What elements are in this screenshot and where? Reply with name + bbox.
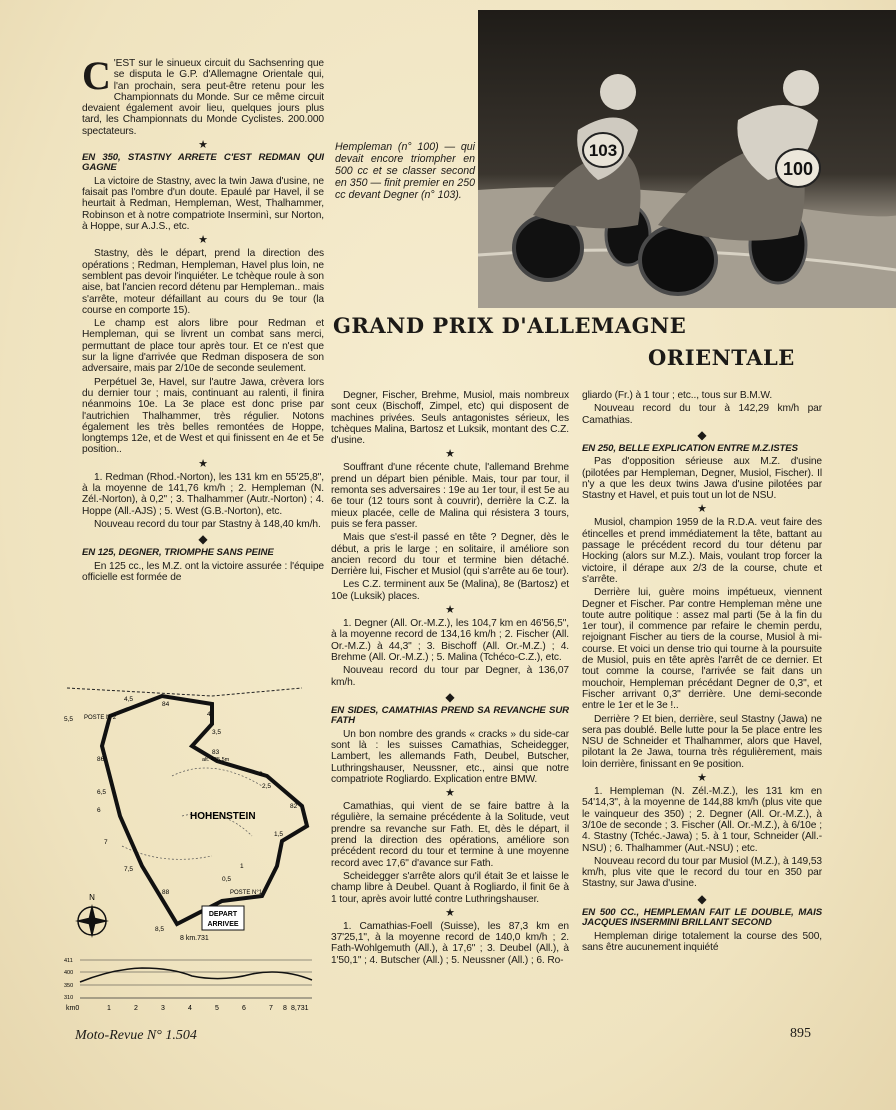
section-250-paragraph: Pas d'opposition sérieuse aux M.Z. d'usine (pilotées par Hempleman, Degner, Musiol, Fischer). Il n'y a que les deux twins Jawa d'usine pilotées par Stastny et Havel, et puis tout un lot de NSU. [582, 456, 822, 502]
km-mark: 5,5 [64, 716, 74, 723]
profile-x-tick: 6 [242, 1005, 246, 1012]
profile-x-tick: 8 [283, 1005, 287, 1012]
profile-x-tick: 4 [188, 1005, 192, 1012]
profile-x-tick: 7 [269, 1005, 273, 1012]
profile-y-tick: 310 [64, 995, 74, 1001]
km-mark: 6 [97, 807, 101, 814]
map-depart: DEPART [208, 911, 238, 918]
motorcycle-racers-image [478, 10, 896, 308]
section-125-title: EN 125, DEGNER, TRIOMPHE SANS PEINE [82, 547, 274, 559]
section-250-paragraph: Derrière ? Et bien, derrière, seul Stastny (Jawa) ne sera pas doublé. Belle lutte pour la 5e place entre les NSU de Schneider et Thalhammer, alors que Havel, pilotant la 2e Jawa, tourna très régulièrement, mais loin derrière, finissant en 9e position. [582, 713, 822, 770]
sides-paragraph: Camathias, qui vient de se faire battre à la régulière, la semaine précédente à la Solitude, veut prendre sa revanche sur Fath. Et, dès le départ, il prend la direction des opérations, améliore son précédent record du tour et termine à une moyenne record avec 17,6" d'avance sur Fath. [331, 801, 569, 869]
km-mark: 2,5 [262, 783, 272, 790]
section-250-paragraph: Derrière lui, guère moins impétueux, viennent Degner et Fischer. Par contre Hempleman mène une toute autre politique : assez mal parti (5e à la fin du 1er tour), il commence par refaire le chemin perdu, rejoignant Fischer au tiers de la course, Musiol à mi-course. Et voici un dense trio qui tourne à la poursuite de Musiol, puis en tête après l'arrêt de ce dernier. Et tout comme la course, l'arrivée se fait dans un mouchoir, Hempleman précédant Degner de 0,3", et Fischer arrivant 0,3" derrière. Une demi-seconde entre le 1er et le 3e !.. [582, 587, 822, 712]
km-mark: 3,5 [212, 729, 222, 736]
profile-y-tick: 411 [64, 958, 73, 964]
map-poste-1: POSTE N°1 [230, 890, 263, 896]
section-500-title: EN 500 CC., HEMPLEMAN FAIT LE DOUBLE, MAIS JACQUES INSERMINI BRILLANT SECOND [582, 906, 822, 929]
km-mark: 3 [259, 771, 263, 778]
star-separator: ★ [697, 772, 707, 785]
km-mark: 4,5 [124, 696, 134, 703]
profile-x-tick: 8,731 [291, 1005, 309, 1012]
article-title-line-2: ORIENTALE [648, 345, 795, 370]
sides-paragraph: Scheidegger s'arrête alors qu'il était 3e et laisse le champ libre à Deubel. Quant à Rogliardo, il finit 6e à 1 tour, après avoir lutté contre Luthringshauser. [331, 870, 569, 905]
section-350-record: Nouveau record du tour par Stastny à 148,40 km/h. [94, 518, 321, 530]
star-separator: ★ [445, 787, 455, 800]
km-mark: 6,5 [97, 789, 107, 796]
race-number-100: 100 [782, 159, 814, 179]
section-sides-title: EN SIDES, CAMATHIAS PREND SA REVANCHE SUR FATH [331, 704, 569, 727]
section-250-paragraph: Musiol, champion 1959 de la R.D.A. veut faire des étincelles et prend immédiatement la tête, battant au passage le précédent record du tour détenu par Hocking (alors sur M.Z.). Mais, voulant trop forcer la victoire, il dérape aux 2/3 de la course, chute et s'arrête. [582, 517, 822, 585]
profile-line [80, 968, 312, 982]
section-125-paragraph: En 125 cc., les M.Z. ont la victoire assurée : l'équipe officielle est formée de [82, 560, 324, 583]
km-mark: 86 [97, 756, 105, 763]
intro-text: 'EST sur le sinueux circuit du Sachsenring que se disputa le G.P. d'Allemagne Orientale qui, l'an prochain, sera peut-être retenu pour les Championnats du Monde. Sur ce même circuit devaient également avoir lieu, quelques jours plus tard, les Championnats du Monde Cyclistes. 200.000 spectateurs. [82, 58, 324, 137]
profile-x-tick: 5 [215, 1005, 219, 1012]
intro-paragraph [82, 53, 324, 137]
col2-record-125: Nouveau record du tour par Degner, à 136,07 km/h. [331, 665, 569, 688]
race-photo [478, 10, 896, 308]
elevation-profile [62, 954, 314, 1014]
km-mark: 84 [162, 701, 170, 708]
sides-paragraph: Un bon nombre des grands « cracks » du side-car sont là : les suisses Camathias, Scheidegger, Lambert, les allemands Fath, Deubel, Butscher, Luthringshauser, Neussner, etc., ainsi que notre compatriote Rogliardo. Explication entre BMW. [331, 728, 569, 785]
map-town-label: HOHENSTEIN [190, 811, 256, 822]
article-title-line-1: GRAND PRIX D'ALLEMAGNE [333, 313, 687, 338]
diamond-separator: ◆ [198, 532, 208, 547]
star-separator: ★ [198, 457, 208, 470]
profile-x-tick: 2 [134, 1005, 138, 1012]
km-mark: 4 [207, 711, 211, 718]
map-total-distance: 8 km.731 [180, 935, 209, 942]
section-250-record: Nouveau record du tour par Musiol (M.Z.), à 149,53 km/h, plus vite que le record du tour en 350 par Stastny, sur Jawa d'usine. [582, 855, 822, 890]
section-350-title: EN 350, STASTNY ARRETE C'EST REDMAN QUI GAGNE [82, 152, 324, 174]
km-mark: 7,5 [124, 866, 134, 873]
drop-cap: C [82, 53, 111, 98]
km-mark: 0,5 [222, 876, 232, 883]
section-500-paragraph: Hempleman dirige totalement la course des 500, sans être aucunement inquiété [582, 930, 822, 953]
col3-record: Nouveau record du tour à 142,29 km/h par Camathias. [582, 403, 822, 426]
section-350-paragraph: La victoire de Stastny, avec la twin Jawa d'usine, ne faisait pas l'ombre d'un doute. Epaulé par Havel, il se heurtait à Redman, Hempleman, West, Thalhammer, Robinson et à notre compatriote Inserminì, sur Norton, à Hoppe, sur A.J.S., etc. [82, 175, 324, 233]
star-separator: ★ [445, 448, 455, 461]
diamond-separator: ◆ [697, 891, 707, 906]
star-separator: ★ [697, 503, 707, 516]
col2-paragraph: Souffrant d'une récente chute, l'allemand Brehme prend un départ bien pénible. Mais, tour par tour, il remonta ses adversaires : 19e au 1er tour, il est 5e au 6e tour (12 tours sont à couvrir), derrière la C.Z. la mieux placée, celle de Malina qui résistera 3 tours, puis se fera passer. [331, 462, 570, 530]
map-arrivee: ARRIVEE [207, 921, 239, 928]
diamond-separator: ◆ [697, 427, 707, 442]
km-mark: 82 [290, 803, 298, 810]
map-poste-2: POSTE N°2 [84, 715, 117, 721]
column-right [582, 390, 822, 955]
map-altitude: alt. 435,5m [202, 757, 230, 763]
profile-x-tick: 3 [161, 1005, 165, 1012]
compass-north: N [89, 893, 95, 902]
col2-results-125: 1. Degner (All. Or.-M.Z.), les 104,7 km en 46'56,5", à la moyenne record de 134,16 km/h ; 2. Fischer (All. Or.-M.Z.) à 44,3" ; 3. Bischoff (All. Or.-M.Z.) ; 4. Brehme (All. Or.-M.Z.) ; 5. Malina (Tchéco-C.Z.), etc. [331, 618, 569, 663]
magazine-issue: Moto-Revue N° 1.504 [75, 1028, 197, 1043]
km-mark: 1,5 [274, 831, 284, 838]
km-mark: 7 [104, 839, 108, 846]
star-separator: ★ [198, 234, 208, 247]
race-number-103: 103 [588, 141, 618, 160]
column-left [82, 53, 324, 585]
circuit-map [62, 666, 314, 942]
photo-caption: Hempleman (n° 100) — qui devait encore triompher en 500 cc et se classer second en 350 — finit premier en 250 cc devant Degner (n° 103). [335, 141, 475, 201]
section-350-paragraph: Le champ est alors libre pour Redman et Hempleman, qui se livrent un combat sans merci, permuttant de place tour après tour. Et ce n'est que sur la ligne d'arrivée que Redman disposera de son adversaire, mais par 2/10e de seconde seulement. [82, 318, 324, 375]
col3-paragraph: gliardo (Fr.) à 1 tour ; etc.., tous sur B.M.W. [582, 390, 773, 401]
star-separator: ★ [198, 139, 208, 152]
diamond-separator: ◆ [445, 689, 455, 704]
col2-paragraph: Les C.Z. terminent aux 5e (Malina), 8e (Bartosz) et 10e (Luksik) places. [331, 579, 569, 602]
km-mark: 83 [212, 749, 220, 756]
profile-x-tick: km0 [66, 1005, 80, 1012]
star-separator: ★ [445, 604, 455, 617]
section-350-results: 1. Redman (Rhod.-Norton), les 131 km en 55'25,8", à la moyenne de 141,76 km/h ; 2. Hempleman (N. Zél.-Norton), à 0,2" ; 3. Thalhammer (Autr.-Norton) ; 4. Hoppe (All.-AJS) ; 5. West (G.B.-Norton), etc. [82, 471, 324, 517]
col2-paragraph: Degner, Fischer, Brehme, Musiol, mais nombreux sont ceux (Bischoff, Zimpel, etc) qui disposent de machines privées. Seuls antagonistes sérieux, les tchèques Malina, Bartosz et Luksik, montant des C.Z. d'usine. [331, 390, 569, 447]
profile-x-tick: 1 [107, 1005, 111, 1012]
section-250-title: EN 250, BELLE EXPLICATION ENTRE M.Z.ISTES [582, 442, 798, 454]
km-mark: 1 [240, 863, 244, 870]
profile-y-tick: 350 [64, 983, 74, 989]
km-mark: 8,5 [155, 926, 165, 933]
sides-results: 1. Camathias-Foell (Suisse), les 87,3 km en 37'25,1", à la moyenne record de 140,0 km/h ; 2. Fath-Wohlgemuth (All.), à 17,6" ; 3. Deubel (All.), à 1'50,1" ; 4. Butscher (All.) ; 5. Neussner (All.) ; 6. Ro- [331, 920, 569, 966]
page-number: 895 [790, 1026, 811, 1041]
circuit-track [102, 696, 307, 924]
col2-paragraph: Mais que s'est-il passé en tête ? Degner, dès le début, a pris le large ; en solitaire, il améliore son ancien record du tour et termine bien détaché. Derrière lui, Fischer et Musiol (qui s'arrête au 6e tour). [331, 532, 569, 578]
section-350-paragraph: Perpétuel 3e, Havel, sur l'autre Jawa, crèvera lors du dernier tour ; mais, continuant au ralenti, il finira néanmoins 10e. La 3e place est donc prise par l'autrichien Thalhammer, très régulier. Notons également les très belles remontées de Hoppe, longtemps 12e, et de West et qui finissent en 4e et 5e position.. [82, 376, 324, 456]
section-250-results: 1. Hempleman (N. Zél.-M.Z.), les 131 km en 54'14,3", à la moyenne de 144,88 km/h (plus vite que le vainqueur des 350) ; 2. Degner (All. Or.-M.Z.), à 3/10e de seconde ; 3. Fischer (All. Or.-M.Z.), à 6/10e ; 4. Stastny (Tchéc.-Jawa) ; 5. à 1 tour, Schneider (All.-NSU) ; 6. Thalhammer (Aut.-NSU) ; etc. [582, 786, 822, 854]
km-mark: 88 [162, 889, 170, 896]
section-350-paragraph: Stastny, dès le départ, prend la direction des opérations ; Redman, Hempleman, Havel plus loin, ne semblent pas devoir l'inquiéter. Le tchèque roule à son aise, bat l'ancien record détenu par Hempleman.. mais s'arrête, moteur défaillant au cours du 9e tour (la course en comporte 15). [82, 248, 324, 316]
column-middle [331, 390, 569, 968]
compass-icon [75, 893, 109, 938]
star-separator: ★ [445, 906, 455, 919]
profile-y-tick: 400 [64, 970, 74, 976]
